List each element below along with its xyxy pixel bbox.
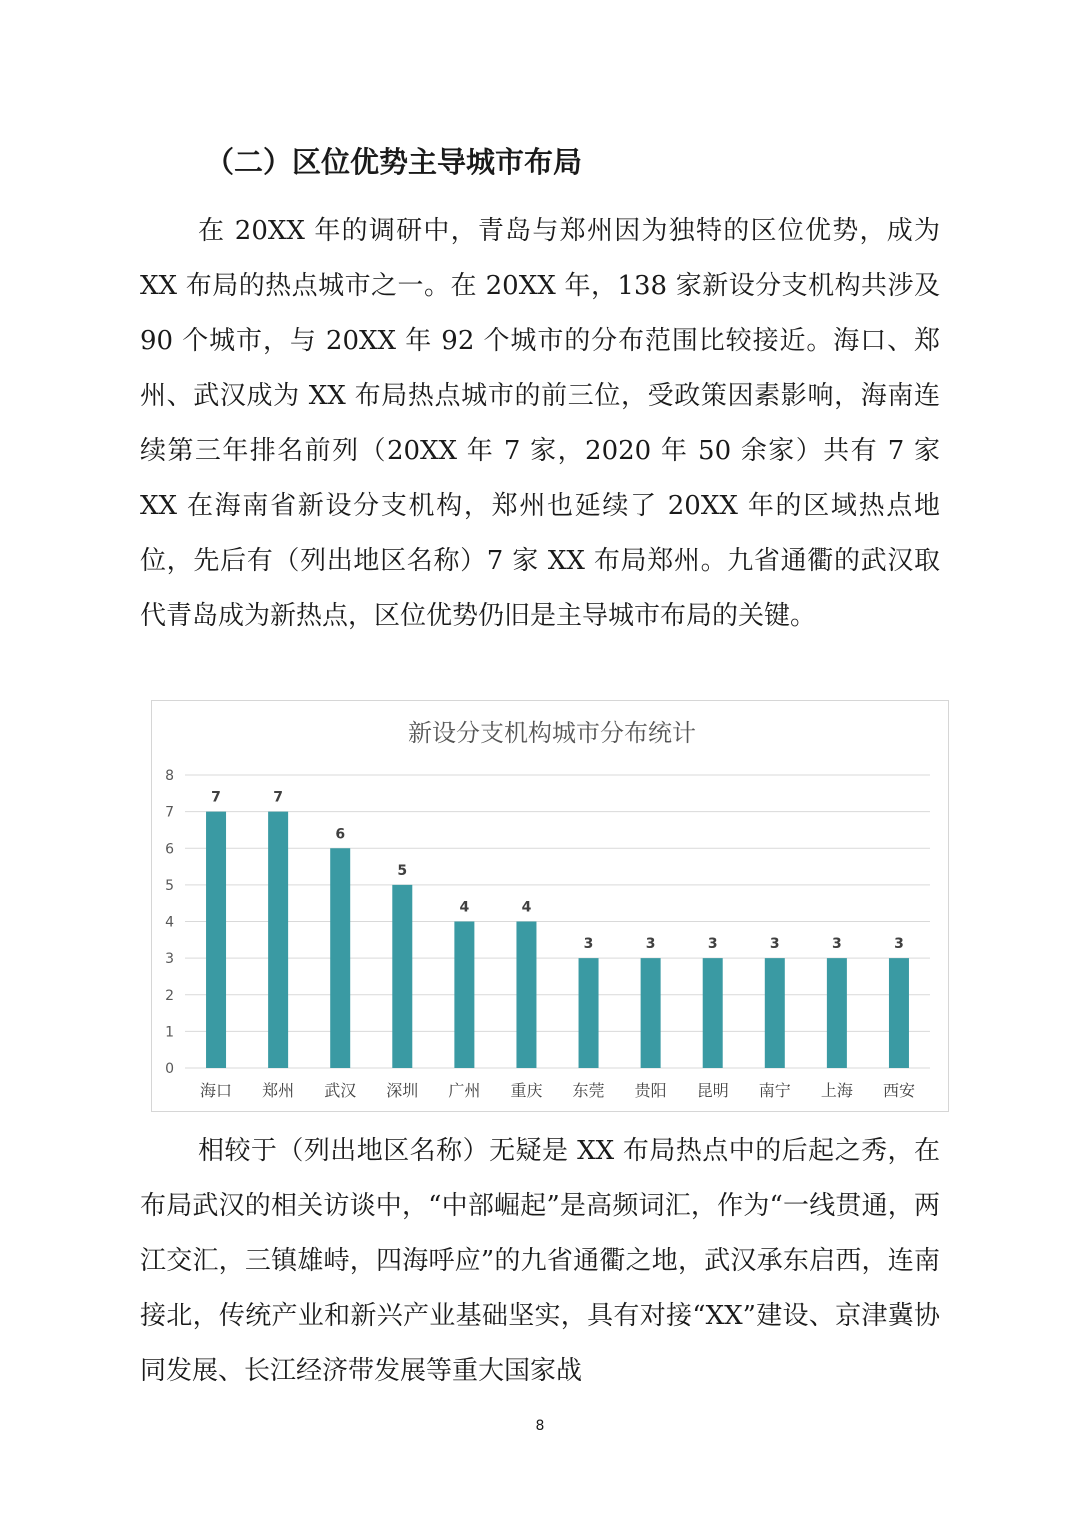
bar-value-label: 6 [335,826,346,843]
x-tick-label: 广州 [448,1081,481,1100]
chart-y-ticks [165,768,174,1077]
chart-bars [206,812,909,1068]
y-tick-label: 0 [165,1061,174,1077]
bar-value-label: 4 [521,899,532,916]
y-tick-label: 2 [165,987,174,1004]
chart-data-labels [211,790,904,953]
bar-11 [827,958,847,1068]
x-tick-label: 上海 [820,1081,853,1100]
x-tick-label: 贵阳 [634,1081,667,1100]
section-heading: （二）区位优势主导城市布局 [205,145,583,179]
bar-value-label: 4 [459,899,470,916]
bar-8 [641,958,661,1068]
bar-4 [392,885,412,1068]
x-tick-label: 郑州 [262,1081,295,1100]
bar-5 [454,922,474,1069]
bar-value-label: 3 [707,936,718,953]
bar-value-label: 7 [273,789,283,806]
bar-6 [516,922,536,1069]
y-tick-label: 4 [165,914,174,931]
bar-value-label: 3 [894,936,904,953]
bar-value-label: 7 [211,789,221,806]
bar-value-label: 3 [832,936,842,953]
x-tick-label: 东莞 [572,1081,605,1100]
body-paragraph-2: 相较于（列出地区名称）无疑是 XX 布局热点中的后起之秀，在布局武汉的相关访谈中，“中部崛起”是高频词汇，作为“一线贯通，两江交汇，三镇雄峙，四海呼应”的九省通衢之地，武汉承东启西，连南接北，传统产业和新兴产业基础坚实，具有对接“XX”建设、京津冀协同发展、长江经济带发展等重大国家战 [140,1136,940,1386]
bar-7 [579,958,599,1068]
chart-title: 新设分支机构城市分布统计 [408,719,696,747]
x-tick-label: 南宁 [758,1081,791,1100]
y-tick-label: 7 [165,804,174,821]
y-tick-label: 8 [165,768,174,784]
x-tick-label: 重庆 [510,1081,543,1100]
y-tick-label: 5 [165,877,174,894]
x-tick-label: 海口 [200,1081,233,1100]
body-paragraph-1: 在 20XX 年的调研中，青岛与郑州因为独特的区位优势，成为 XX 布局的热点城市之一。在 20XX 年，138 家新设分支机构共涉及 90 个城市，与 20XX 年 92 个城市的分布范围比较接近。海口、郑州、武汉成为 XX 布局热点城市的前三位，受政策因素影响，海南连续第三年排名前列（20XX 年 7 家，2020 年 50 余家）共有 7 家 XX 在海南省新设分支机构，郑州也延续了 20XX 年的区域热点地位，先后有（列出地区名称）7 家 XX 布局郑州。九省通衢的武汉取代青岛成为新热点，区位优势仍旧是主导城市布局的关键。 [140,216,940,631]
x-tick-label: 西安 [882,1081,915,1100]
y-tick-label: 1 [165,1024,174,1041]
chart-x-ticks [200,1081,915,1100]
chart-gridlines [185,775,930,1068]
chart-container [151,700,949,1112]
bar-3 [330,848,350,1068]
bar-value-label: 3 [583,936,594,953]
bar-12 [889,958,909,1068]
bar-value-label: 3 [645,936,656,953]
bar-value-label: 5 [397,862,408,879]
bar-1 [206,812,226,1068]
y-tick-label: 3 [165,951,174,968]
page-number: 8 [535,1418,545,1434]
bar-9 [703,958,723,1068]
x-tick-label: 深圳 [386,1081,419,1100]
y-tick-label: 6 [165,841,174,858]
bar-value-label: 3 [769,936,780,953]
bar-10 [765,958,785,1068]
bar-2 [268,812,288,1068]
x-tick-label: 武汉 [324,1081,357,1100]
x-tick-label: 昆明 [696,1081,729,1100]
bar-chart [152,701,948,1111]
